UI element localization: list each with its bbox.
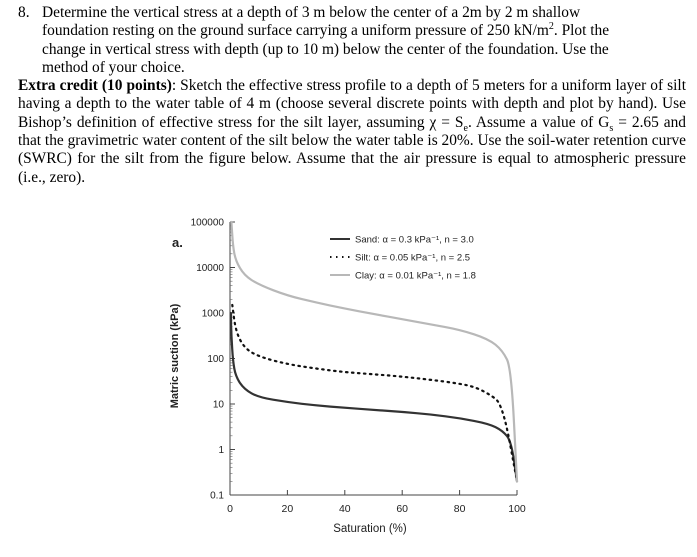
x-tick-label: 80 <box>453 503 466 515</box>
x-axis-label: Saturation (%) <box>333 523 407 535</box>
x-tick-label: 0 <box>227 503 233 515</box>
question-8-line-2-end: . Plot the <box>553 22 610 40</box>
extra-credit-text-3: = 2.65 and that the gravimetric water content of the silt below the water table is 20%. Use the soil-water retention curve (SWRC) for the silt from the figure below. Assume that the air pressure is equal to atmospheric pressure (i.e., zero). <box>18 113 686 186</box>
question-8-line-2 <box>42 22 686 40</box>
y-tick-label: 100000 <box>190 217 224 229</box>
gs-subscript: s <box>609 122 614 134</box>
legend-label-sand: Sand: α = 0.3 kPa⁻¹, n = 3.0 <box>355 234 474 246</box>
problem-text <box>18 4 686 187</box>
extra-credit-text-1: : Sketch the effective stress profile to a depth of 5 meters for a uniform layer of silt having a depth to the water table of 4 m (choose several discrete points with depth and plot by hand). Use Bishop’s definition of effective stress for the silt layer, assuming <box>18 77 686 131</box>
panel-label: a. <box>172 235 183 250</box>
series-silt-curve <box>232 305 517 481</box>
extra-credit-text-2: . Assume a value of G <box>467 113 610 131</box>
question-8-line-3: change in vertical stress with depth (up to 10 m) below the center of the foundation. Use the <box>42 40 609 58</box>
x-tick-label: 40 <box>338 503 351 515</box>
x-tick-label: 20 <box>281 503 294 515</box>
chart-legend <box>330 235 476 282</box>
extra-credit-paragraph <box>18 77 686 187</box>
swrc-figure <box>160 212 530 552</box>
x-tick-label: 100 <box>508 503 526 515</box>
swrc-chart <box>160 212 530 552</box>
y-tick-label: 10000 <box>196 263 224 274</box>
x-tick-label: 60 <box>396 503 409 515</box>
legend-label-clay: Clay: α = 0.01 kPa⁻¹, n = 1.8 <box>355 270 476 282</box>
squared-superscript: 2 <box>548 21 554 33</box>
chi-equation: χ = S <box>429 113 464 131</box>
question-8-line-2-text: foundation resting on the ground surface carrying a uniform pressure of 250 kN/m <box>42 22 549 40</box>
y-tick-label: 10 <box>212 399 224 411</box>
y-tick-label: 1 <box>218 445 224 456</box>
y-axis-label: Matric suction (kPa) <box>169 303 181 409</box>
question-8-line-1: Determine the vertical stress at a depth of 3 m below the center of a 2m by 2 m shallow <box>42 4 581 21</box>
legend-label-silt: Silt: α = 0.05 kPa⁻¹, n = 2.5 <box>355 252 471 264</box>
y-tick-label: 100 <box>207 354 224 365</box>
y-tick-label: 0.1 <box>210 490 224 502</box>
extra-credit-label: Extra credit (10 points) <box>18 77 172 95</box>
question-8 <box>18 4 686 77</box>
y-tick-label: 1000 <box>201 308 224 320</box>
question-8-line-4: method of your choice. <box>42 58 185 76</box>
series-sand-curve <box>231 313 517 481</box>
question-number: 8. <box>18 4 30 21</box>
chi-subscript: e <box>463 122 468 134</box>
